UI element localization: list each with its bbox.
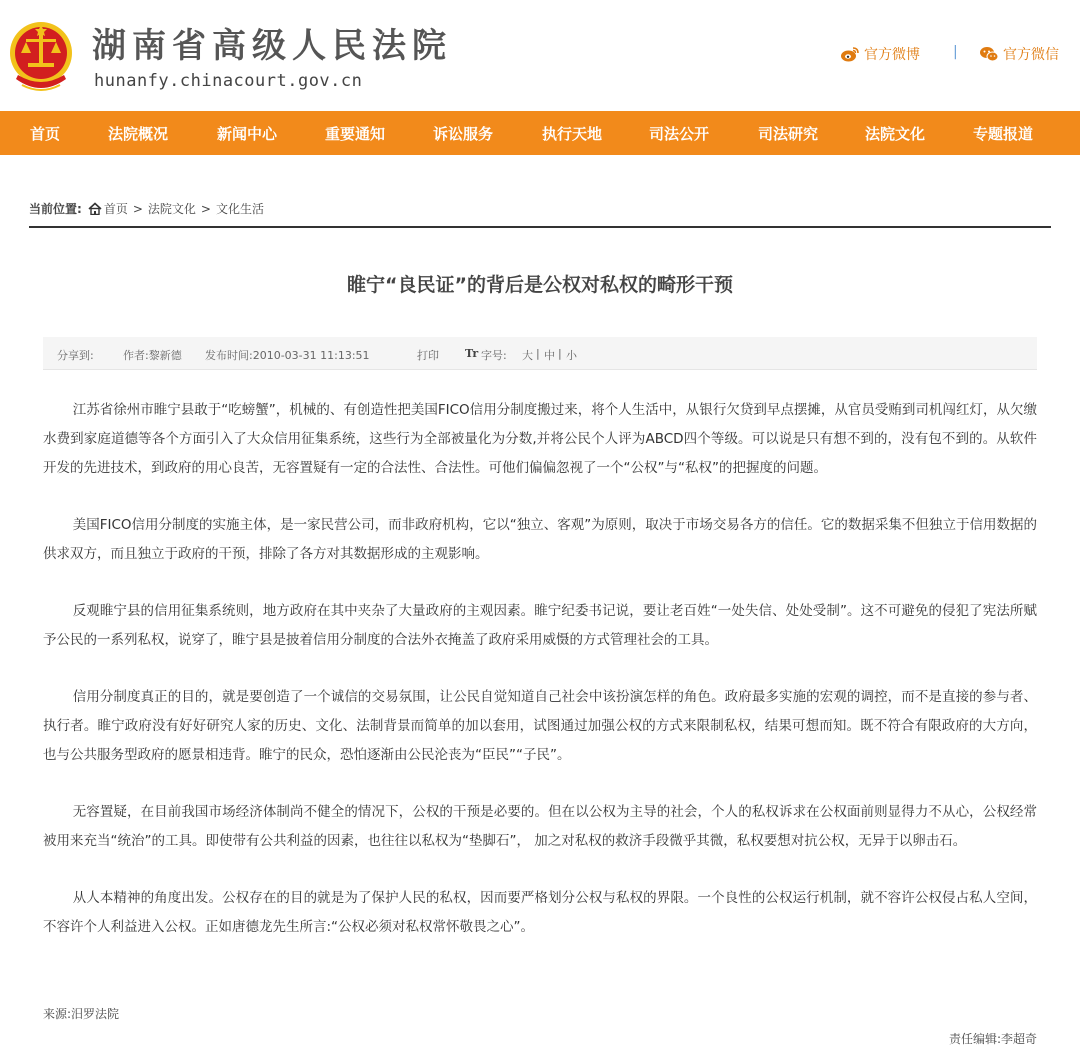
share-label[interactable]: 分享到: <box>57 349 94 362</box>
article-paragraph: 反观睢宁县的信用征集系统则，地方政府在其中夹杂了大量政府的主观因素。睢宁纪委书记说，要让老百姓“一处失信、处处受制”。这不可避免的侵犯了宪法所赋予公民的一系列私权，说穿了，睢宁县是披着信用分制度的合法外衣掩盖了政府采用威慑的方式管理社会的工具。 <box>43 603 1037 648</box>
font-size-small[interactable]: 小 <box>566 349 577 362</box>
main-nav <box>0 111 1080 155</box>
wechat-icon <box>979 45 999 63</box>
font-size-sep: | <box>536 347 540 360</box>
font-size-large[interactable]: 大 <box>522 349 533 362</box>
nav-item-notices[interactable]: 重要通知 <box>324 124 385 143</box>
article-paragraph: 江苏省徐州市睢宁县敢于“吃螃蟹”，机械的、有创造性把美国FICO信用分制度搬过来，将个人生活中，从银行欠贷到早点摆摊，从官员受贿到司机闯红灯，从欠缴水费到家庭道德等各个方面引入了大众信用征集系统，这些行为全部被量化为分数,并将公民个人评为ABCD四个等级。可以说是只有想不到的，没有包不到的。从软件开发的先进技术，到政府的用心良苦，无容置疑有一定的合法性、合法性。可他们偏偏忽视了一个“公权”与“私权”的把握度的问题。 <box>43 402 1037 476</box>
article-editor: 责任编辑:李超奇 <box>948 1032 1037 1046</box>
breadcrumb-divider <box>29 226 1051 228</box>
breadcrumb-culture-life[interactable]: 文化生活 <box>215 202 264 216</box>
nav-item-judicial-research[interactable]: 司法研究 <box>757 124 818 143</box>
site-title[interactable]: 湖南省高级人民法院 <box>92 26 452 66</box>
social-separator: | <box>953 44 958 60</box>
wechat-link[interactable] <box>979 44 1059 64</box>
home-icon <box>88 202 102 215</box>
nav-item-court-culture[interactable]: 法院文化 <box>864 124 925 143</box>
site-header <box>0 0 1080 110</box>
article-paragraph: 信用分制度真正的目的，就是要创造了一个诚信的交易氛围，让公民自觉知道自己社会中该扮演怎样的角色。政府最多实施的宏观的调控，而不是直接的参与者、执行者。睢宁政府没有好好研究人家的历史、文化、法制背景而简单的加以套用，试图通过加强公权的方式来限制私权，结果可想而知。既不符合有限政府的大方向，也与公共服务型政府的愿景相违背。睢宁的民众，恐怕逐渐由公民沦丧为“臣民”“子民”。 <box>43 689 1037 763</box>
article-paragraph: 从人本精神的角度出发。公权存在的目的就是为了保护人民的私权，因而要严格划分公权与私权的界限。一个良性的公权运行机制，就不容许公权侵占私人空间，不容许个人利益进入公权。正如唐德龙先生所言:“公权必须对私权常怀敬畏之心”。 <box>43 890 1037 935</box>
nav-item-litigation-service[interactable]: 诉讼服务 <box>432 124 493 143</box>
article-author: 作者:黎新德 <box>123 349 182 362</box>
article-paragraph: 无容置疑，在目前我国市场经济体制尚不健全的情况下，公权的干预是必要的。但在以公权为主导的社会，个人的私权诉求在公权面前则显得力不从心，公权经常被用来充当“统治”的工具。即使带有公共利益的因素，也往往以私权为“垫脚石”， 加之对私权的救济手段微乎其微，私权要想对抗公权，无异于以卵击石。 <box>43 804 1037 849</box>
breadcrumb <box>29 200 264 217</box>
site-url[interactable]: hunanfy.chinacourt.gov.cn <box>94 71 363 91</box>
font-size-icon: Tr <box>465 347 479 360</box>
breadcrumb-court-culture[interactable]: 法院文化 <box>147 202 196 216</box>
breadcrumb-label: 当前位置: <box>29 202 82 216</box>
court-emblem-icon[interactable] <box>8 17 74 93</box>
weibo-icon <box>840 45 860 63</box>
article-paragraph: 美国FICO信用分制度的实施主体，是一家民营公司，而非政府机构，它以“独立、客观”为原则，取决于市场交易各方的信任。它的数据采集不但独立于信用数据的供求双方，而且独立于政府的干预，排除了各方对其数据形成的主观影响。 <box>43 517 1037 562</box>
article-title: 睢宁“良民证”的背后是公权对私权的畸形干预 <box>347 274 733 296</box>
nav-item-special-reports[interactable]: 专题报道 <box>972 124 1033 143</box>
breadcrumb-sep: > <box>132 201 143 216</box>
nav-item-court-overview[interactable]: 法院概况 <box>107 124 168 143</box>
nav-item-home[interactable]: 首页 <box>29 124 60 143</box>
nav-item-judicial-openness[interactable]: 司法公开 <box>648 124 709 143</box>
font-size-label: 字号: <box>481 349 507 362</box>
article-meta-bar <box>43 337 1037 370</box>
breadcrumb-home[interactable]: 首页 <box>103 202 128 216</box>
article-body <box>43 396 1037 970</box>
print-button[interactable]: 打印 <box>417 349 439 362</box>
font-size-medium[interactable]: 中 <box>544 349 555 362</box>
wechat-label: 官方微信 <box>1003 47 1059 63</box>
weibo-label: 官方微博 <box>864 47 920 63</box>
weibo-link[interactable] <box>840 44 920 64</box>
publish-time: 发布时间:2010-03-31 11:13:51 <box>205 349 370 362</box>
breadcrumb-sep: > <box>200 201 211 216</box>
nav-item-execution[interactable]: 执行天地 <box>541 124 602 143</box>
nav-item-news-center[interactable]: 新闻中心 <box>216 124 277 143</box>
font-size-sep: | <box>558 347 562 360</box>
article-source: 来源:汨罗法院 <box>43 1007 120 1021</box>
